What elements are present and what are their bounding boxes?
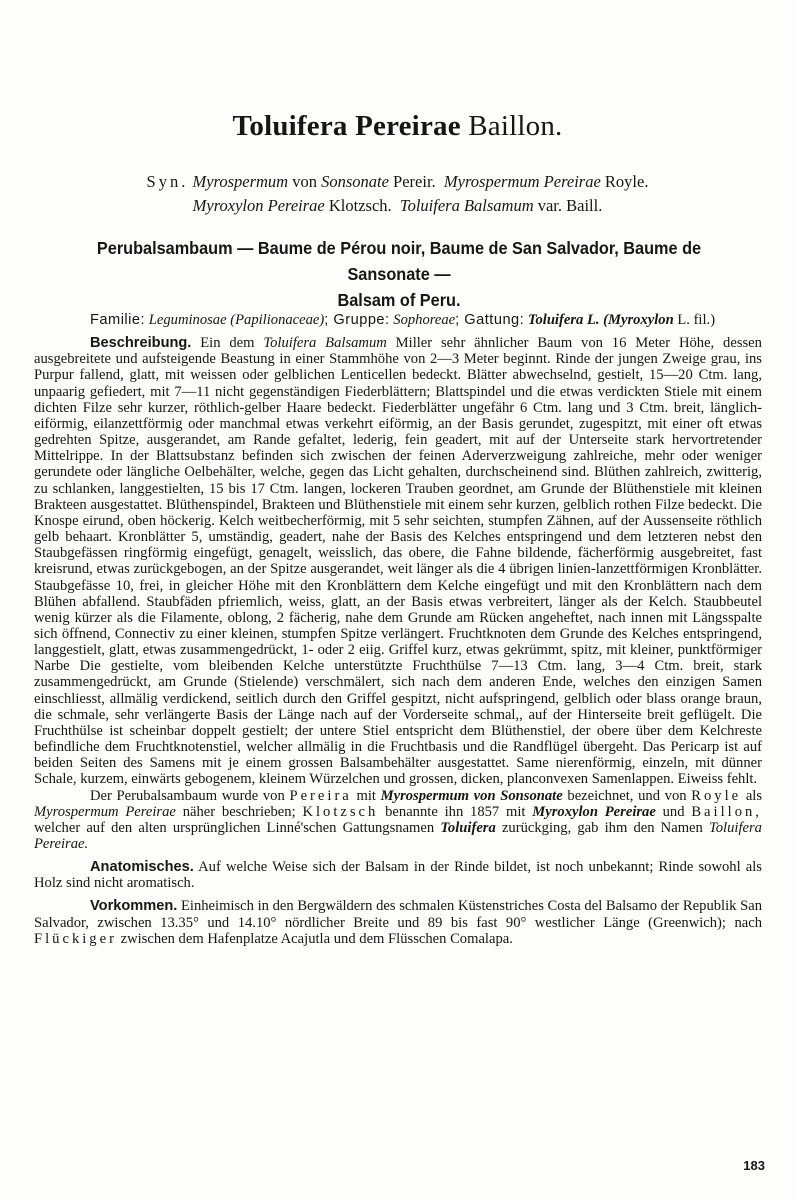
- history-text: mit: [356, 787, 376, 804]
- page-title: [0, 110, 795, 143]
- synonyms-line-1: [0, 170, 795, 194]
- subfamily-name: (Papilionaceae): [230, 312, 325, 328]
- beschreibung-heading: Beschreibung.: [90, 335, 192, 352]
- author-name: Flückiger: [34, 930, 117, 947]
- synonym-text: von: [292, 172, 317, 191]
- anatomisches-text: Auf welche Weise sich der Balsam in der Rinde bildet, ist noch unbekannt; Rinde sowohl als Holz sind nicht aromatisch.: [34, 859, 762, 892]
- title-author: Baillon.: [468, 110, 563, 142]
- vorkommen-heading: Vorkommen.: [90, 898, 178, 915]
- species-name: Myroxylon Pereirae: [532, 803, 656, 820]
- history-text: näher beschrieben;: [182, 803, 296, 820]
- beschreibung-text: Miller sehr ähnlicher Baum von 16 Meter Höhe, dessen ausgebreitete und aufsteigende Beastung in einer Stammhöhe von 2—3 Meter beginnt. Rinde der jungen Zweige grau, ins Purpur fallend, glatt, mit weissen oder gelblichen Lenticellen bedeckt. Blätter abwechselnd, gestielt, 15—20 Ctm. lang, unpaarig gefiedert, mit 7—11 nicht gegenständigen Fiederblättern; Blattspindel und die etwas verdickten Stiele mit einem dichten Filze sehr kurzer, röthlich-gelber Haare bedeckt. Fiederblätter ungefähr 6 Ctm. lang und 3 Ctm. breit, länglich-eiförmig, eilanzettförmig oder manchmal etwas verkehrt eiförmig, an der Basis gerundet, zugespitzt, mit einer oft etwas gedrehten Spitze, ausgerandet, am Rande gefaltet, lederig, fein geadert, mit auf der Unterseite stark hervortretender Mittelrippe. In der Blattsubstanz befinden sich zwischen der feinen Aderverzweigung zahlreiche, mehr oder weniger gerundete oder längliche Oelbehälter, welche, gegen das Licht gehalten, durchscheinend sind. Blüthen zahlreich, zwitterig, zu schlanken, langgestielten, 15 bis 17 Ctm. langen, lockeren Trauben geordnet, am Grunde der Blüthenstiele mit kleinen Brakteen ausgestattet. Blüthenspindel, Brakteen und Blüthenstiele mit einem sehr kurzen, gelblich rothen Filze bedeckt. Die Knospe eirund, oben höckerig. Kelch weitbecherförmig, mit 5 sehr seichten, stumpfen Zähnen, auf der Aussenseite röthlich gelb behaart. Kronblätter 5, umständig, geadert, nahe der Basis des Kelches entspringend und dem letzteren nebst den Staubgefässen ringförmig eingefügt, genagelt, weisslich, das obere, die Fahne bildende, fächerförmig ausgebreitet, fast kreisrund, etwas zurückgebogen, an der Spitze ausgerandet, weit länger als die 4 übrigen linien-lanzettförmigen Kronblätter. Staubgefässe 10, frei, in gleicher Höhe mit den Kronblättern dem Kelche eingefügt und mit den Kronblättern nach dem Blühen abfallend. Staubfäden pfriemlich, weiss, glatt, an der Basis etwas verbreitert, länger als der Kelch. Staubbeutel wenig kürzer als die Filamente, oblong, 2 fächerig, nahe dem Grunde am Rücken angeheftet, nach innen mit Längsspalte sich öffnend, Connectiv zu einer kleinen, stumpfen Spitze verlängert. Fruchtknoten dem Grunde des Kelches entspringend, langgestielt, glatt, etwas zusammengedrückt, 1- oder 2 eiig. Griffel kurz, etwas gekrümmt, spitz, mit kleiner, punktförmiger Narbe Die gestielte, vom bleibenden Kelche unterstützte Fruchthülse 7—13 Ctm. lang, 3—4 Ctm. breit, stark zusammengedrückt, am Grunde (Stielende) verschmälert, sich nach dem anderen Ende, welches den einzigen Samen einschliesst, allmälig verdickend, seitlich durch den Griffel gespitzt, nicht aufspringend, gelblich oder blass orange braun, die schmale, sehr verlängerte Basis der Länge nach auf der Vorderseite schmal,, auf der Hinterseite breit geflügelt. Die Fruchthülse ist scheinbar doppelt gestielt; der untere Stiel entspricht dem Blüthenstiel, der obere über dem Kelchreste befindliche dem Fruchtknotenstiel, welcher allmälig in die Fruchtbasis und die Randflügel übergeht. Das Pericarp ist auf beiden Seiten des Samens mit je einem grossen Balsambehälter ausgestattet. Same nierenförmig, einzeln, mit dünner Schale, kurzem, einwärts gebogenem, kleinem Würzelchen und grossen, dicken, planconvexen Samenlappen. Eiweiss fehlt.: [34, 335, 762, 788]
- synonym: Myroxylon Pereirae: [192, 196, 325, 215]
- species-name: Myrospermum von Sonsonate: [380, 787, 563, 804]
- synonym: Myrospermum: [192, 172, 289, 191]
- history-text: zurückging, gab ihm den Namen: [501, 819, 703, 836]
- vorkommen-text: Einheimisch in den Bergwäldern des schmalen Küstenstriches Costa del Balsamo der Republik San Salvador, zwischen 13.35° und 14.10° nördlicher Breite und 89 bis fast 90° westlicher Länge (Greenwich); nach: [34, 898, 762, 931]
- synonyms-line-2: [0, 194, 795, 218]
- species-name: Toluifera Pereirae.: [34, 819, 762, 852]
- vorkommen-text: zwischen dem Hafenplatze Acajutla und dem Flüsschen Comalapa.: [120, 930, 513, 947]
- beschreibung-text: Ein dem: [200, 335, 255, 352]
- family-name: Leguminosae: [148, 312, 227, 328]
- body-text: [34, 312, 762, 947]
- history-text: als: [745, 787, 763, 804]
- synonym: Sonsonate: [321, 172, 389, 191]
- familie-label: Familie:: [90, 312, 146, 328]
- history-paragraph: [34, 788, 762, 853]
- history-text: und: [662, 803, 685, 820]
- synonym: Toluifera Balsamum: [399, 196, 534, 215]
- synonym: Myrospermum Pereirae: [443, 172, 601, 191]
- page-number: 183: [743, 1158, 765, 1173]
- history-text: benannte ihn 1857 mit: [385, 803, 526, 820]
- author-name: Pereira: [289, 787, 352, 804]
- anatomisches-heading: Anatomisches.: [90, 859, 194, 876]
- gattung-label: ; Gattung:: [455, 312, 525, 328]
- beschreibung-paragraph: [34, 335, 762, 787]
- familie-tail: L. fil.): [677, 312, 716, 328]
- author-name: Royle: [691, 787, 742, 804]
- familie-paragraph: [34, 312, 762, 328]
- history-text: Der Perubalsambaum wurde von: [90, 787, 285, 804]
- history-text: welcher auf den alten ursprünglichen Linné'schen Gattungsnamen: [34, 819, 435, 836]
- history-text: bezeichnet, und von: [567, 787, 687, 804]
- anatomisches-paragraph: [34, 859, 762, 891]
- title-genus: Toluifera: [232, 110, 348, 142]
- vorkommen-paragraph: [34, 898, 762, 946]
- synonym-text: var. Baill.: [537, 196, 603, 215]
- gruppe-label: ; Gruppe:: [324, 312, 390, 328]
- author-name: Baillon,: [691, 803, 762, 820]
- species-name: Toluifera Balsamum: [263, 335, 387, 352]
- author-name: Klotzsch: [302, 803, 379, 820]
- synonyms-block: [0, 170, 795, 218]
- gattung-name: Toluifera L. (Myroxylon: [527, 312, 674, 328]
- species-name: Myrospermum Pereirae: [34, 803, 176, 820]
- title-species: Pereirae: [355, 110, 461, 142]
- synonym-text: Pereir.: [393, 172, 436, 191]
- common-names-line-1: Perubalsambaum — Baume de Pérou noir, Baume de San Salvador, Baume de Sansonate —: [96, 238, 702, 284]
- synonym-text: Royle.: [604, 172, 649, 191]
- common-names: [56, 235, 742, 313]
- synonyms-label: Syn.: [146, 172, 189, 191]
- gruppe-name: Sophoreae: [393, 312, 456, 328]
- common-names-line-2: Balsam of Peru.: [337, 290, 461, 310]
- synonym-text: Klotzsch.: [328, 196, 392, 215]
- species-name: Toluifera: [440, 819, 496, 836]
